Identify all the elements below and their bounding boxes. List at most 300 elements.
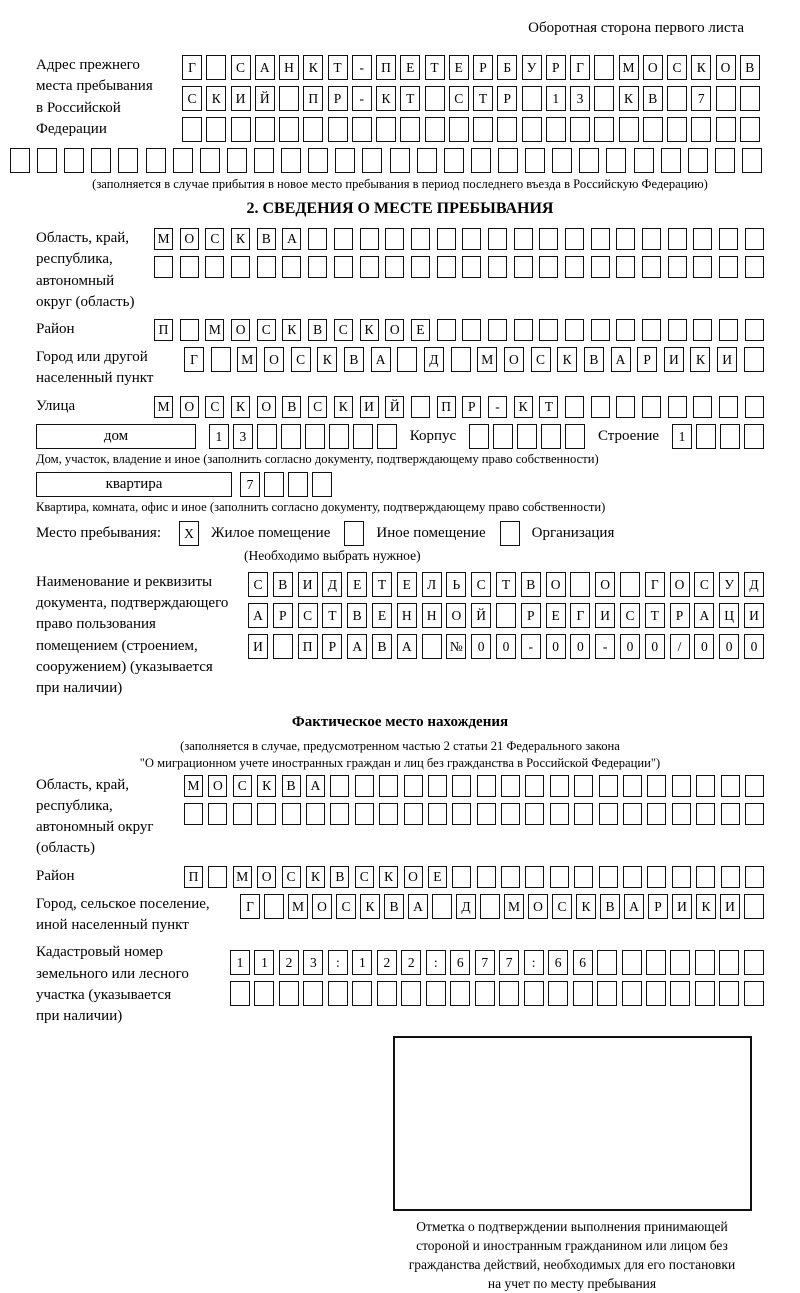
char-box[interactable]: К [257,775,276,797]
char-box[interactable] [693,396,712,418]
char-box[interactable] [696,803,715,825]
char-box[interactable] [668,228,687,250]
char-box[interactable] [353,424,373,449]
char-box[interactable]: О [257,866,276,888]
char-box[interactable] [623,803,642,825]
char-box[interactable]: С [282,866,301,888]
char-box[interactable]: В [273,572,293,597]
char-box[interactable]: А [397,634,417,659]
char-box[interactable]: Б [497,55,517,80]
char-box[interactable] [597,950,617,975]
char-box[interactable] [432,894,452,919]
char-box[interactable] [360,256,379,278]
city-row[interactable] [184,347,764,372]
char-box[interactable] [522,86,542,111]
char-box[interactable] [591,319,610,341]
char-box[interactable] [642,319,661,341]
char-box[interactable] [514,319,533,341]
char-box[interactable] [642,256,661,278]
char-box[interactable] [546,117,566,142]
char-box[interactable]: 1 [546,86,566,111]
char-box[interactable] [469,424,489,449]
house-type-box[interactable]: дом [36,424,196,449]
char-box[interactable]: Д [456,894,476,919]
apartment-cells[interactable] [240,472,332,497]
char-box[interactable] [480,894,500,919]
char-box[interactable]: 6 [548,950,568,975]
char-box[interactable]: 0 [694,634,714,659]
char-box[interactable] [599,866,618,888]
char-box[interactable] [477,803,496,825]
char-box[interactable]: К [690,347,710,372]
char-box[interactable] [696,866,715,888]
char-box[interactable]: В [257,228,276,250]
char-box[interactable]: С [620,603,640,628]
char-box[interactable] [622,950,642,975]
char-box[interactable] [173,148,193,173]
char-box[interactable]: А [624,894,644,919]
char-box[interactable]: Т [473,86,493,111]
char-box[interactable]: Е [449,55,469,80]
char-box[interactable]: 0 [744,634,764,659]
char-box[interactable] [643,117,663,142]
char-box[interactable]: П [298,634,318,659]
char-box[interactable]: Т [322,603,342,628]
char-box[interactable] [525,775,544,797]
char-box[interactable] [282,803,301,825]
char-box[interactable] [552,148,572,173]
char-box[interactable]: : [524,950,544,975]
char-box[interactable]: 0 [471,634,491,659]
char-box[interactable] [211,347,231,372]
char-box[interactable] [623,866,642,888]
char-box[interactable]: С [694,572,714,597]
char-box[interactable]: К [576,894,596,919]
char-box[interactable]: Р [328,86,348,111]
char-box[interactable]: О [528,894,548,919]
char-box[interactable] [668,396,687,418]
char-box[interactable] [517,424,537,449]
char-box[interactable] [288,472,308,497]
char-box[interactable] [303,117,323,142]
char-box[interactable]: М [154,228,173,250]
char-box[interactable]: Т [539,396,558,418]
char-box[interactable]: 3 [303,950,323,975]
char-box[interactable] [452,775,471,797]
char-box[interactable] [716,86,736,111]
char-box[interactable] [719,256,738,278]
char-box[interactable] [539,319,558,341]
char-box[interactable] [744,981,764,1006]
char-box[interactable] [565,256,584,278]
korpus-cells[interactable] [469,424,585,449]
char-box[interactable]: Н [279,55,299,80]
char-box[interactable] [306,803,325,825]
char-box[interactable] [437,228,456,250]
char-box[interactable] [477,775,496,797]
char-box[interactable] [744,424,764,449]
doc-row-1[interactable] [248,572,764,597]
char-box[interactable] [642,228,661,250]
char-box[interactable]: К [360,319,379,341]
char-box[interactable]: О [504,347,524,372]
char-box[interactable] [330,803,349,825]
char-box[interactable]: Р [637,347,657,372]
char-box[interactable]: К [360,894,380,919]
char-box[interactable] [670,950,690,975]
char-box[interactable]: Е [347,572,367,597]
char-box[interactable] [594,117,614,142]
char-box[interactable] [616,396,635,418]
char-box[interactable]: О [385,319,404,341]
char-box[interactable] [715,148,735,173]
house-number-cells[interactable] [209,424,397,449]
char-box[interactable] [745,396,764,418]
char-box[interactable] [279,86,299,111]
char-box[interactable] [623,775,642,797]
char-box[interactable]: О [716,55,736,80]
char-box[interactable] [668,319,687,341]
char-box[interactable] [647,866,666,888]
char-box[interactable]: Г [570,603,590,628]
char-box[interactable] [646,950,666,975]
char-box[interactable]: 0 [496,634,516,659]
char-box[interactable]: О [257,396,276,418]
char-box[interactable] [622,981,642,1006]
char-box[interactable] [452,803,471,825]
char-box[interactable]: Т [400,86,420,111]
char-box[interactable] [425,117,445,142]
char-box[interactable] [488,228,507,250]
char-box[interactable]: С [257,319,276,341]
char-box[interactable]: 1 [209,424,229,449]
char-box[interactable] [279,117,299,142]
char-box[interactable]: : [328,950,348,975]
char-box[interactable] [493,424,513,449]
char-box[interactable] [118,148,138,173]
char-box[interactable] [227,148,247,173]
char-box[interactable]: С [248,572,268,597]
char-box[interactable] [184,803,203,825]
char-box[interactable] [208,866,227,888]
char-box[interactable] [574,803,593,825]
char-box[interactable] [230,981,250,1006]
char-box[interactable] [312,472,332,497]
char-box[interactable]: В [643,86,663,111]
char-box[interactable]: К [514,396,533,418]
char-box[interactable] [257,424,277,449]
char-box[interactable]: С [336,894,356,919]
char-box[interactable] [146,148,166,173]
char-box[interactable] [426,981,446,1006]
char-box[interactable]: И [360,396,379,418]
char-box[interactable] [501,803,520,825]
char-box[interactable] [525,866,544,888]
char-box[interactable]: К [696,894,716,919]
char-box[interactable] [233,803,252,825]
char-box[interactable]: О [446,603,466,628]
char-box[interactable]: Д [424,347,444,372]
char-box[interactable] [719,396,738,418]
char-box[interactable]: К [303,55,323,80]
char-box[interactable] [742,148,762,173]
doc-row-2[interactable] [248,603,764,628]
char-box[interactable]: А [347,634,367,659]
char-box[interactable]: С [205,396,224,418]
char-box[interactable] [591,396,610,418]
prev-address-row-2[interactable] [182,86,760,111]
char-box[interactable] [206,55,226,80]
char-box[interactable] [672,803,691,825]
char-box[interactable] [740,117,760,142]
char-box[interactable] [668,256,687,278]
char-box[interactable]: Р [322,634,342,659]
char-box[interactable]: С [233,775,252,797]
char-box[interactable]: К [691,55,711,80]
char-box[interactable]: А [248,603,268,628]
char-box[interactable]: Д [322,572,342,597]
apartment-type-box[interactable]: квартира [36,472,232,497]
char-box[interactable]: П [303,86,323,111]
char-box[interactable] [400,117,420,142]
char-box[interactable]: 1 [230,950,250,975]
char-box[interactable] [379,775,398,797]
char-box[interactable]: М [477,347,497,372]
char-box[interactable]: Р [473,55,493,80]
char-box[interactable] [488,319,507,341]
char-box[interactable]: С [231,55,251,80]
char-box[interactable]: 6 [450,950,470,975]
fact-oblast-row-1[interactable] [184,775,764,797]
char-box[interactable] [200,148,220,173]
char-box[interactable]: Н [397,603,417,628]
char-box[interactable] [565,424,585,449]
street-row[interactable] [154,396,764,418]
char-box[interactable] [719,981,739,1006]
char-box[interactable] [744,347,764,372]
char-box[interactable] [501,866,520,888]
char-box[interactable] [716,117,736,142]
char-box[interactable] [154,256,173,278]
char-box[interactable] [591,228,610,250]
char-box[interactable]: 7 [499,950,519,975]
char-box[interactable]: И [720,894,740,919]
char-box[interactable]: 1 [254,950,274,975]
char-box[interactable] [91,148,111,173]
char-box[interactable]: С [667,55,687,80]
char-box[interactable]: К [317,347,337,372]
char-box[interactable] [264,894,284,919]
char-box[interactable]: К [619,86,639,111]
char-box[interactable] [411,396,430,418]
char-box[interactable] [362,148,382,173]
char-box[interactable]: 3 [233,424,253,449]
char-box[interactable]: 3 [570,86,590,111]
char-box[interactable] [462,256,481,278]
char-box[interactable] [550,866,569,888]
char-box[interactable] [695,950,715,975]
char-box[interactable] [334,228,353,250]
char-box[interactable] [501,775,520,797]
char-box[interactable]: К [231,396,250,418]
char-box[interactable]: 1 [352,950,372,975]
char-box[interactable]: № [446,634,466,659]
char-box[interactable]: - [521,634,541,659]
char-box[interactable]: Т [496,572,516,597]
char-box[interactable]: О [180,228,199,250]
char-box[interactable]: М [504,894,524,919]
char-box[interactable] [693,228,712,250]
char-box[interactable]: О [264,347,284,372]
char-box[interactable]: 2 [401,950,421,975]
char-box[interactable] [634,148,654,173]
char-box[interactable] [499,981,519,1006]
char-box[interactable]: В [584,347,604,372]
char-box[interactable] [719,228,738,250]
char-box[interactable] [281,148,301,173]
char-box[interactable] [574,775,593,797]
char-box[interactable]: А [255,55,275,80]
char-box[interactable] [616,228,635,250]
char-box[interactable] [570,117,590,142]
char-box[interactable] [498,148,518,173]
char-box[interactable]: К [334,396,353,418]
char-box[interactable]: Т [328,55,348,80]
char-box[interactable]: С [471,572,491,597]
char-box[interactable]: С [552,894,572,919]
char-box[interactable] [541,424,561,449]
stay-option-organization-checkbox[interactable] [500,521,520,546]
char-box[interactable]: Е [411,319,430,341]
char-box[interactable] [437,319,456,341]
char-box[interactable]: Н [422,603,442,628]
char-box[interactable]: Т [645,603,665,628]
char-box[interactable]: Г [184,347,204,372]
char-box[interactable] [231,256,250,278]
char-box[interactable]: М [233,866,252,888]
char-box[interactable] [525,148,545,173]
char-box[interactable]: 7 [691,86,711,111]
char-box[interactable] [695,981,715,1006]
char-box[interactable]: Е [372,603,392,628]
char-box[interactable] [619,117,639,142]
char-box[interactable] [355,775,374,797]
char-box[interactable] [401,981,421,1006]
char-box[interactable] [550,775,569,797]
char-box[interactable] [672,866,691,888]
char-box[interactable] [231,117,251,142]
char-box[interactable]: Е [546,603,566,628]
char-box[interactable] [745,866,764,888]
doc-row-3[interactable] [248,634,764,659]
char-box[interactable]: 2 [279,950,299,975]
char-box[interactable]: М [154,396,173,418]
char-box[interactable]: И [717,347,737,372]
char-box[interactable]: О [670,572,690,597]
char-box[interactable]: К [231,228,250,250]
char-box[interactable] [548,981,568,1006]
char-box[interactable] [255,117,275,142]
char-box[interactable] [180,319,199,341]
char-box[interactable]: Р [273,603,293,628]
fact-city-row[interactable] [240,894,764,919]
char-box[interactable]: Й [255,86,275,111]
rayon-row[interactable] [154,319,764,341]
char-box[interactable]: Е [428,866,447,888]
char-box[interactable]: О [208,775,227,797]
char-box[interactable] [688,148,708,173]
char-box[interactable]: А [306,775,325,797]
char-box[interactable]: А [694,603,714,628]
char-box[interactable] [616,319,635,341]
char-box[interactable] [745,803,764,825]
char-box[interactable] [721,803,740,825]
char-box[interactable]: Р [648,894,668,919]
char-box[interactable]: А [282,228,301,250]
char-box[interactable] [719,319,738,341]
char-box[interactable] [573,981,593,1006]
char-box[interactable]: Р [546,55,566,80]
char-box[interactable] [279,981,299,1006]
char-box[interactable] [744,894,764,919]
fact-rayon-row[interactable] [184,866,764,888]
char-box[interactable]: Г [570,55,590,80]
char-box[interactable]: О [595,572,615,597]
char-box[interactable]: Г [182,55,202,80]
char-box[interactable]: И [664,347,684,372]
char-box[interactable] [205,256,224,278]
char-box[interactable]: В [372,634,392,659]
char-box[interactable]: С [449,86,469,111]
char-box[interactable]: П [154,319,173,341]
char-box[interactable]: Л [422,572,442,597]
char-box[interactable]: : [426,950,446,975]
char-box[interactable] [646,981,666,1006]
char-box[interactable] [437,256,456,278]
char-box[interactable] [37,148,57,173]
char-box[interactable]: Р [521,603,541,628]
char-box[interactable]: В [521,572,541,597]
char-box[interactable]: О [643,55,663,80]
char-box[interactable]: 0 [645,634,665,659]
char-box[interactable] [385,256,404,278]
char-box[interactable] [462,319,481,341]
char-box[interactable]: - [352,55,372,80]
char-box[interactable] [335,148,355,173]
char-box[interactable] [539,256,558,278]
char-box[interactable]: А [408,894,428,919]
char-box[interactable]: И [231,86,251,111]
char-box[interactable] [693,256,712,278]
char-box[interactable] [745,775,764,797]
char-box[interactable] [647,775,666,797]
char-box[interactable]: К [379,866,398,888]
char-box[interactable]: В [740,55,760,80]
prev-address-row-3[interactable] [182,117,760,142]
cadastre-row-2[interactable] [230,981,764,1006]
char-box[interactable]: А [371,347,391,372]
char-box[interactable] [328,981,348,1006]
char-box[interactable]: С [205,228,224,250]
char-box[interactable]: Е [400,55,420,80]
prev-address-row-1[interactable] [182,55,760,80]
char-box[interactable]: И [744,603,764,628]
char-box[interactable] [550,803,569,825]
char-box[interactable]: Й [385,396,404,418]
char-box[interactable]: К [206,86,226,111]
char-box[interactable]: У [719,572,739,597]
char-box[interactable] [579,148,599,173]
